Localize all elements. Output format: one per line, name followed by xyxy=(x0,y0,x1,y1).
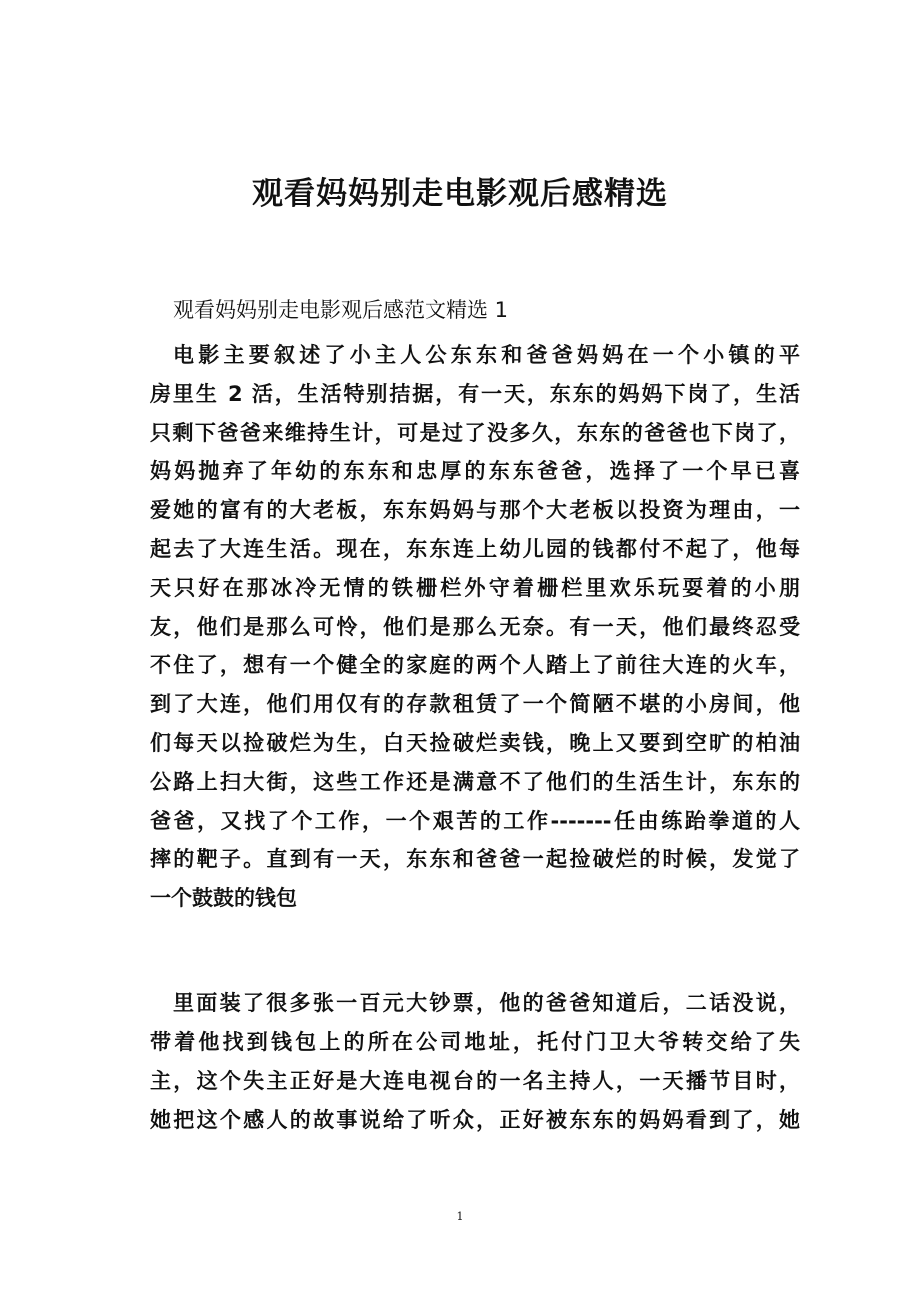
text-line: 摔的靶子。直到有一天，东东和爸爸一起捡破烂的时候，发觉了 xyxy=(150,847,800,872)
text-line: 主，这个失主正好是大连电视台的一名主持人，一天播节目时， xyxy=(150,1069,800,1093)
text-line: 友，他们是那么可怜，他们是那么无奈。有一天，他们最终忍受 xyxy=(150,614,800,639)
text-line: 们每天以捡破烂为生，白天捡破烂卖钱，晚上又要到空旷的柏油 xyxy=(150,731,800,755)
text-line: 爸爸，又找了个工作，一个艰苦的工作-------任由练跆拳道的人 xyxy=(150,808,800,833)
text-line: 只剩下爸爸来维持生计，可是过了没多久，东东的爸爸也下岗了， xyxy=(150,420,800,445)
text-line: 电影主要叙述了小主人公东东和爸爸妈妈在一个小镇的平 xyxy=(173,343,800,367)
text-line: 天只好在那冰冷无情的铁栅栏外守着栅栏里欢乐玩耍着的小朋 xyxy=(150,575,800,600)
text-line: 里面装了很多张一百元大钞票，他的爸爸知道后，二话没说， xyxy=(173,991,800,1015)
text-line: 爱她的富有的大老板，东东妈妈与那个大老板以投资为理由，一 xyxy=(150,498,800,523)
document-title: 观看妈妈别走电影观后感精选 xyxy=(252,176,668,212)
text-line: 一个鼓鼓的钱包 xyxy=(150,886,297,911)
text-line: 到了大连，他们用仅有的存款租赁了一个简陋不堪的小房间，他 xyxy=(150,692,800,717)
text-line: 带着他找到钱包上的所在公司地址，托付门卫大爷转交给了失 xyxy=(150,1030,800,1054)
text-line: 她把这个感人的故事说给了听众，正好被东东的妈妈看到了，她 xyxy=(150,1108,800,1132)
text-line: 公路上扫大街，这些工作还是满意不了他们的生活生计，东东的 xyxy=(150,769,800,794)
text-line: 不住了，想有一个健全的家庭的两个人踏上了前往大连的火车， xyxy=(150,653,800,678)
page-number: 1 xyxy=(456,1210,464,1223)
text-line: 房里生 2 活，生活特别拮据，有一天，东东的妈妈下岗了，生活 xyxy=(150,381,800,406)
text-line: 起去了大连生活。现在，东东连上幼儿园的钱都付不起了，他每 xyxy=(150,537,800,561)
text-line: 妈妈抛弃了年幼的东东和忠厚的东东爸爸，选择了一个早已喜 xyxy=(150,459,800,484)
section-heading: 观看妈妈别走电影观后感范文精选 1 xyxy=(173,298,509,322)
